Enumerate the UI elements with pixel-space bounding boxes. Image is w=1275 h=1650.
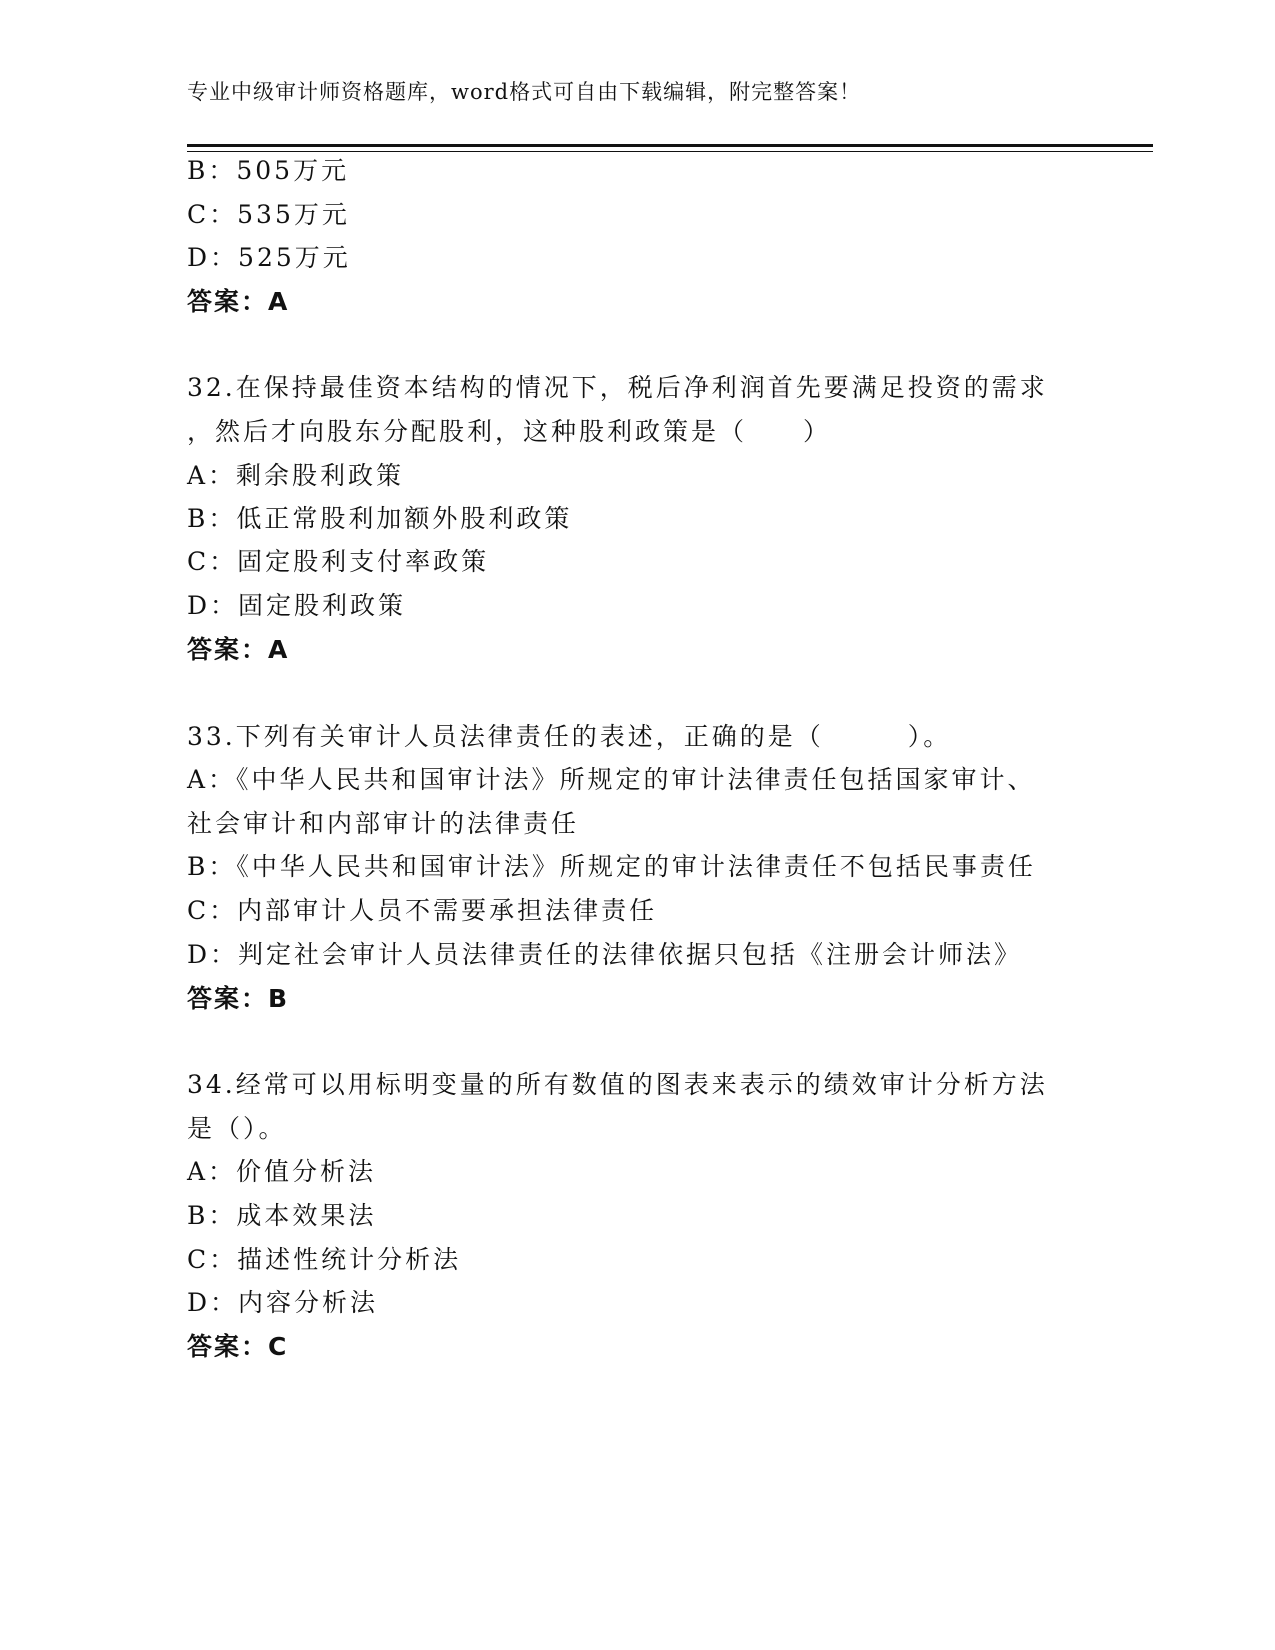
question-stem: 32.在保持最佳资本结构的情况下，税后净利润首先要满足投资的需求 (187, 373, 1048, 402)
answer: 答案：B (187, 984, 290, 1013)
option-a: A：价值分析法 (187, 1157, 377, 1186)
option-a-continued: 社会审计和内部审计的法律责任 (187, 809, 580, 838)
question-stem-continued: 是（）。 (187, 1114, 287, 1143)
header-text: 专业中级审计师资格题库，word格式可自由下载编辑，附完整答案！ (187, 80, 862, 104)
option-a: A：剩余股利政策 (187, 461, 405, 490)
option-b: B：成本效果法 (187, 1201, 377, 1230)
option-d: D：内容分析法 (187, 1288, 379, 1317)
option-d: D：525万元 (187, 243, 351, 272)
option-b: B：低正常股利加额外股利政策 (187, 504, 573, 533)
question-stem: 33.下列有关审计人员法律责任的表述，正确的是（ ）。 (187, 722, 952, 751)
option-b: B：《中华人民共和国审计法》所规定的审计法律责任不包括民事责任 (187, 852, 1036, 881)
option-c: C：描述性统计分析法 (187, 1245, 462, 1274)
question-stem-continued: ，然后才向股东分配股利，这种股利政策是（ ） (187, 417, 832, 446)
option-c: C：内部审计人员不需要承担法律责任 (187, 896, 658, 925)
answer: 答案：A (187, 287, 290, 316)
option-b: B：505万元 (187, 156, 350, 185)
option-d: D：固定股利政策 (187, 591, 407, 620)
option-a: A：《中华人民共和国审计法》所规定的审计法律责任包括国家审计、 (187, 765, 1036, 794)
option-d: D：判定社会审计人员法律责任的法律依据只包括《注册会计师法》 (187, 940, 1023, 969)
question-stem: 34.经常可以用标明变量的所有数值的图表来表示的绩效审计分析方法 (187, 1070, 1048, 1099)
answer: 答案：C (187, 1332, 289, 1361)
answer: 答案：A (187, 635, 290, 664)
option-c: C：535万元 (187, 200, 350, 229)
header-rule-thin (187, 151, 1153, 152)
option-c: C：固定股利支付率政策 (187, 547, 490, 576)
header-rule-thick (187, 144, 1153, 147)
